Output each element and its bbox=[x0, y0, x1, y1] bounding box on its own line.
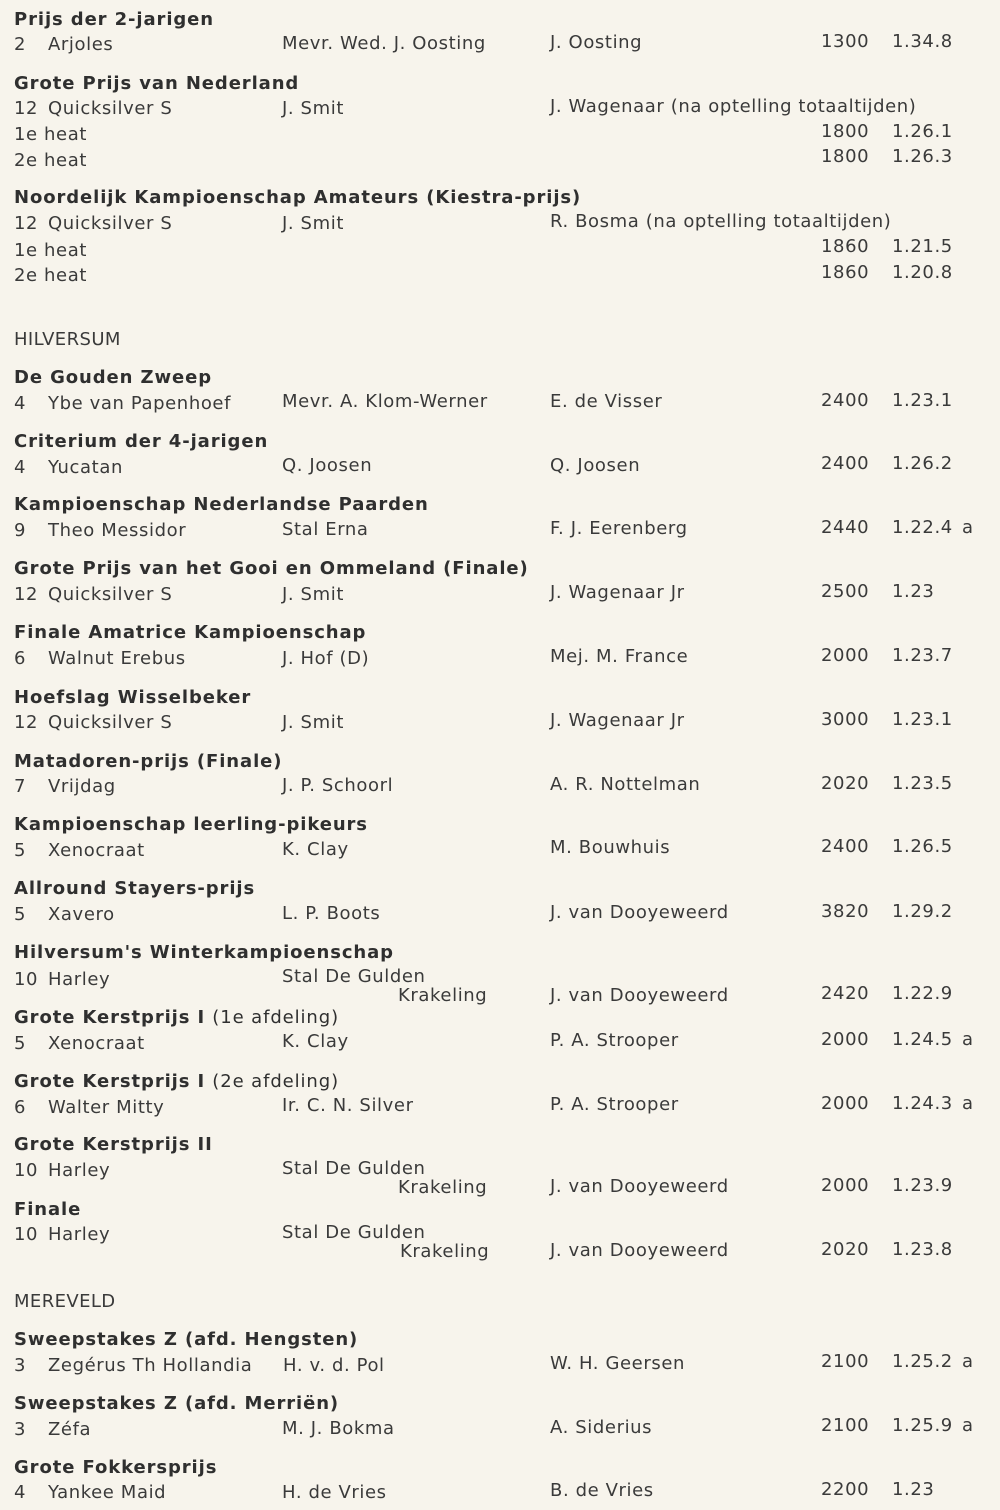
horse-name: Quicksilver S bbox=[48, 584, 173, 605]
horse-name: Harley bbox=[48, 969, 111, 990]
distance: 2440 bbox=[821, 517, 870, 538]
race-number: 12 bbox=[14, 213, 39, 234]
race-time: 1.23 bbox=[892, 1479, 935, 1500]
distance: 2100 bbox=[821, 1415, 870, 1436]
horse-name: Zéfa bbox=[48, 1419, 92, 1440]
distance: 1860 bbox=[821, 236, 870, 257]
horse-name: Arjoles bbox=[48, 34, 114, 55]
race-title: Kampioenschap Nederlandse Paarden bbox=[14, 494, 429, 515]
horse-name: Harley bbox=[48, 1224, 111, 1245]
race-time: 1.23.1 bbox=[892, 709, 953, 730]
race-number: 5 bbox=[14, 840, 27, 861]
distance: 2000 bbox=[821, 1093, 870, 1114]
race-number: 12 bbox=[14, 712, 39, 733]
race-time: 1.23.1 bbox=[892, 390, 953, 411]
distance: 1300 bbox=[821, 31, 870, 52]
race-title: Noordelijk Kampioenschap Amateurs (Kiestra-prijs) bbox=[14, 187, 582, 208]
race-title bbox=[14, 1007, 339, 1029]
owner-name: H. de Vries bbox=[282, 1482, 387, 1503]
horse-name: Walter Mitty bbox=[48, 1097, 165, 1118]
race-time: 1.26.1 bbox=[892, 121, 953, 142]
race-title: Kampioenschap leerling-pikeurs bbox=[14, 814, 368, 835]
race-title: Grote Fokkersprijs bbox=[14, 1457, 218, 1478]
note-marker: a bbox=[962, 1415, 974, 1436]
race-number: 5 bbox=[14, 904, 27, 925]
race-title: Criterium der 4-jarigen bbox=[14, 431, 269, 452]
race-number: 10 bbox=[14, 969, 39, 990]
distance: 1800 bbox=[821, 121, 870, 142]
driver-name: B. de Vries bbox=[550, 1480, 654, 1501]
distance: 2000 bbox=[821, 1029, 870, 1050]
race-number: 9 bbox=[14, 520, 27, 541]
owner-name: Mevr. Wed. J. Oosting bbox=[282, 33, 486, 54]
race-time: 1.26.5 bbox=[892, 836, 953, 857]
race-title-main: Grote Kerstprijs I bbox=[14, 1007, 206, 1028]
driver-name: F. J. Eerenberg bbox=[550, 518, 688, 539]
race-number: 4 bbox=[14, 457, 27, 478]
race-time: 1.23.5 bbox=[892, 773, 953, 794]
race-title-suffix: (1e afdeling) bbox=[212, 1007, 339, 1028]
race-title: Grote Kerstprijs II bbox=[14, 1134, 213, 1155]
driver-name: Q. Joosen bbox=[550, 455, 641, 476]
owner-name: J. Smit bbox=[282, 712, 344, 733]
race-time: 1.23.9 bbox=[892, 1175, 953, 1196]
heat-label: 1e heat bbox=[14, 124, 88, 145]
race-time: 1.26.2 bbox=[892, 453, 953, 474]
race-time: 1.23.7 bbox=[892, 645, 953, 666]
race-title: Hilversum's Winterkampioenschap bbox=[14, 942, 394, 963]
distance: 2000 bbox=[821, 1175, 870, 1196]
race-number: 4 bbox=[14, 393, 27, 414]
horse-name: Xenocraat bbox=[48, 840, 145, 861]
race-time: 1.25.9 bbox=[892, 1415, 953, 1436]
owner-name: J. P. Schoorl bbox=[282, 775, 394, 796]
owner-name: Stal De Gulden bbox=[282, 1158, 426, 1179]
race-time: 1.26.3 bbox=[892, 146, 953, 167]
race-number: 4 bbox=[14, 1482, 27, 1503]
race-title: Sweepstakes Z (afd. Merriën) bbox=[14, 1393, 340, 1414]
race-number: 7 bbox=[14, 776, 27, 797]
race-time: 1.22.9 bbox=[892, 983, 953, 1004]
race-title: Hoefslag Wisselbeker bbox=[14, 687, 252, 708]
race-number: 3 bbox=[14, 1419, 27, 1440]
race-time: 1.23 bbox=[892, 581, 935, 602]
driver-name: A. Siderius bbox=[550, 1417, 653, 1438]
horse-name: Theo Messidor bbox=[48, 520, 187, 541]
distance: 1800 bbox=[821, 146, 870, 167]
race-title: De Gouden Zweep bbox=[14, 367, 213, 388]
race-time: 1.20.8 bbox=[892, 262, 953, 283]
distance: 2420 bbox=[821, 983, 870, 1004]
race-number: 10 bbox=[14, 1224, 39, 1245]
note-marker: a bbox=[962, 1351, 974, 1372]
owner-name: Q. Joosen bbox=[282, 455, 373, 476]
owner-name: Stal De Gulden bbox=[282, 1222, 426, 1243]
owner-name: H. v. d. Pol bbox=[283, 1355, 385, 1376]
horse-name: Ybe van Papenhoef bbox=[48, 393, 232, 414]
race-title: Finale Amatrice Kampioenschap bbox=[14, 622, 367, 643]
race-time: 1.34.8 bbox=[892, 31, 953, 52]
race-title-suffix: (2e afdeling) bbox=[212, 1071, 339, 1092]
owner-name-continued: Krakeling bbox=[400, 1241, 490, 1262]
race-title-main: Grote Kerstprijs I bbox=[14, 1071, 206, 1092]
horse-name: Xavero bbox=[48, 904, 115, 925]
driver-name: P. A. Strooper bbox=[550, 1094, 679, 1115]
horse-name: Zegérus Th Hollandia bbox=[48, 1355, 253, 1376]
driver-name: J. Oosting bbox=[550, 32, 643, 53]
race-time: 1.29.2 bbox=[892, 901, 953, 922]
race-title: Matadoren-prijs (Finale) bbox=[14, 751, 283, 772]
distance: 2400 bbox=[821, 390, 870, 411]
race-time: 1.22.4 bbox=[892, 517, 953, 538]
distance: 3820 bbox=[821, 901, 870, 922]
owner-name: Ir. C. N. Silver bbox=[282, 1095, 414, 1116]
horse-name: Xenocraat bbox=[48, 1033, 145, 1054]
driver-name: P. A. Strooper bbox=[550, 1030, 679, 1051]
distance: 2400 bbox=[821, 836, 870, 857]
owner-name: K. Clay bbox=[282, 839, 349, 860]
race-number: 2 bbox=[14, 34, 27, 55]
distance: 2020 bbox=[821, 1239, 870, 1260]
note-marker: a bbox=[962, 517, 974, 538]
heat-label: 2e heat bbox=[14, 150, 88, 171]
race-time: 1.23.8 bbox=[892, 1239, 953, 1260]
race-title: Sweepstakes Z (afd. Hengsten) bbox=[14, 1329, 359, 1350]
distance: 1860 bbox=[821, 262, 870, 283]
distance: 2400 bbox=[821, 453, 870, 474]
race-time: 1.21.5 bbox=[892, 236, 953, 257]
horse-name: Walnut Erebus bbox=[48, 648, 186, 669]
owner-name: J. Smit bbox=[282, 213, 344, 234]
driver-name: J. van Dooyeweerd bbox=[550, 902, 729, 923]
race-time: 1.25.2 bbox=[892, 1351, 953, 1372]
driver-name: M. Bouwhuis bbox=[550, 837, 671, 858]
horse-name: Yankee Maid bbox=[48, 1482, 167, 1503]
distance: 2100 bbox=[821, 1351, 870, 1372]
horse-name: Harley bbox=[48, 1160, 111, 1181]
horse-name: Vrijdag bbox=[48, 776, 116, 797]
owner-name: J. Smit bbox=[282, 98, 344, 119]
driver-name: Mej. M. France bbox=[550, 646, 689, 667]
owner-name: K. Clay bbox=[282, 1031, 349, 1052]
owner-name: M. J. Bokma bbox=[282, 1418, 395, 1439]
section-heading: HILVERSUM bbox=[14, 329, 121, 350]
distance: 2500 bbox=[821, 581, 870, 602]
driver-name: J. van Dooyeweerd bbox=[550, 1176, 729, 1197]
race-title: Grote Prijs van Nederland bbox=[14, 73, 300, 94]
heat-label: 1e heat bbox=[14, 240, 88, 261]
distance: 2020 bbox=[821, 773, 870, 794]
race-title: Allround Stayers-prijs bbox=[14, 878, 256, 899]
race-number: 3 bbox=[14, 1355, 27, 1376]
owner-name: J. Hof (D) bbox=[282, 648, 370, 669]
owner-name: Stal De Gulden bbox=[282, 966, 426, 987]
driver-name: J. van Dooyeweerd bbox=[550, 1240, 729, 1261]
owner-name: Stal Erna bbox=[282, 519, 369, 540]
driver-name: A. R. Nottelman bbox=[550, 774, 701, 795]
driver-name: J. Wagenaar (na optelling totaaltijden) bbox=[550, 96, 917, 117]
race-title: Prijs der 2-jarigen bbox=[14, 9, 214, 30]
distance: 2000 bbox=[821, 645, 870, 666]
race-title: Grote Prijs van het Gooi en Ommeland (Finale) bbox=[14, 558, 529, 579]
driver-name: J. van Dooyeweerd bbox=[550, 985, 729, 1006]
owner-name: L. P. Boots bbox=[282, 903, 381, 924]
race-title bbox=[14, 1071, 339, 1093]
driver-name: R. Bosma (na optelling totaaltijden) bbox=[550, 211, 892, 232]
distance: 3000 bbox=[821, 709, 870, 730]
race-number: 10 bbox=[14, 1160, 39, 1181]
race-number: 12 bbox=[14, 98, 39, 119]
distance: 2200 bbox=[821, 1479, 870, 1500]
race-number: 6 bbox=[14, 648, 27, 669]
race-title: Finale bbox=[14, 1199, 82, 1220]
section-heading: MEREVELD bbox=[14, 1291, 116, 1312]
owner-name: J. Smit bbox=[282, 584, 344, 605]
horse-name: Yucatan bbox=[48, 457, 123, 478]
owner-name-continued: Krakeling bbox=[398, 985, 488, 1006]
owner-name-continued: Krakeling bbox=[398, 1177, 488, 1198]
race-number: 6 bbox=[14, 1097, 27, 1118]
driver-name: J. Wagenaar Jr bbox=[550, 710, 685, 731]
note-marker: a bbox=[962, 1093, 974, 1114]
owner-name: Mevr. A. Klom-Werner bbox=[282, 391, 488, 412]
note-marker: a bbox=[962, 1029, 974, 1050]
driver-name: E. de Visser bbox=[550, 391, 663, 412]
driver-name: J. Wagenaar Jr bbox=[550, 582, 685, 603]
horse-name: Quicksilver S bbox=[48, 712, 173, 733]
heat-label: 2e heat bbox=[14, 265, 88, 286]
race-number: 12 bbox=[14, 584, 39, 605]
race-number: 5 bbox=[14, 1033, 27, 1054]
driver-name: W. H. Geersen bbox=[550, 1353, 685, 1374]
horse-name: Quicksilver S bbox=[48, 98, 173, 119]
race-time: 1.24.5 bbox=[892, 1029, 953, 1050]
race-time: 1.24.3 bbox=[892, 1093, 953, 1114]
horse-name: Quicksilver S bbox=[48, 213, 173, 234]
